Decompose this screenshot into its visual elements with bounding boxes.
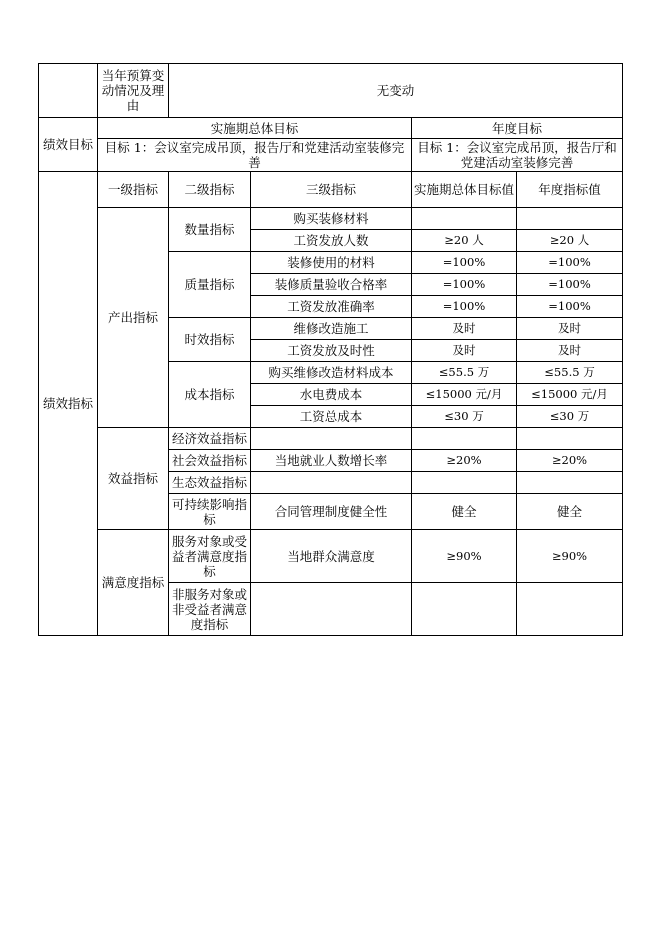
overall-value: ≤55.5 万 (412, 362, 517, 384)
blank-cell (39, 64, 98, 118)
overall-value (412, 583, 517, 636)
quantity-label: 数量指标 (169, 208, 251, 252)
annual-value: 健全 (517, 494, 623, 530)
annual-value: 及时 (517, 318, 623, 340)
overall-value: ≤30 万 (412, 406, 517, 428)
level2-label: 社会效益指标 (169, 450, 251, 472)
indicator-name: 当地群众满意度 (251, 530, 412, 583)
annual-value: ≤55.5 万 (517, 362, 623, 384)
goals-overall-header: 实施期总体目标 (98, 118, 412, 139)
indicator-name: 水电费成本 (251, 384, 412, 406)
indicator-name: 工资发放人数 (251, 230, 412, 252)
goals-label: 绩效目标 (39, 118, 98, 172)
indicator-name: 购买维修改造材料成本 (251, 362, 412, 384)
level2-label: 生态效益指标 (169, 472, 251, 494)
indicator-name: 合同管理制度健全性 (251, 494, 412, 530)
indicator-name: 维修改造施工 (251, 318, 412, 340)
indicator-name: 工资总成本 (251, 406, 412, 428)
header-overall-value: 实施期总体目标值 (412, 172, 517, 208)
overall-value (412, 428, 517, 450)
annual-value: =100% (517, 274, 623, 296)
overall-value: 及时 (412, 340, 517, 362)
indicator-name: 当地就业人数增长率 (251, 450, 412, 472)
indicator-name: 装修质量验收合格率 (251, 274, 412, 296)
indicator-name (251, 428, 412, 450)
indicator-name: 工资发放及时性 (251, 340, 412, 362)
annual-value: ≥20% (517, 450, 623, 472)
annual-value: ≤30 万 (517, 406, 623, 428)
annual-value: =100% (517, 296, 623, 318)
goals-overall-text: 目标 1：会议室完成吊顶，报告厅和党建活动室装修完善 (98, 139, 412, 172)
overall-value: =100% (412, 274, 517, 296)
overall-value: ≥20 人 (412, 230, 517, 252)
satisfaction-label: 满意度指标 (98, 530, 169, 636)
indicator-name: 装修使用的材料 (251, 252, 412, 274)
timeliness-label: 时效指标 (169, 318, 251, 362)
overall-value: 健全 (412, 494, 517, 530)
budget-change-label: 当年预算变动情况及理由 (98, 64, 169, 118)
annual-value: 及时 (517, 340, 623, 362)
overall-value: ≥90% (412, 530, 517, 583)
annual-value (517, 428, 623, 450)
table-row (39, 428, 623, 450)
table-row (39, 208, 623, 230)
indicator-name (251, 472, 412, 494)
level2-label: 非服务对象或非受益者满意度指标 (169, 583, 251, 636)
indicator-name (251, 583, 412, 636)
table-row (39, 530, 623, 583)
annual-value: =100% (517, 252, 623, 274)
annual-value: ≥20 人 (517, 230, 623, 252)
header-annual-value: 年度指标值 (517, 172, 623, 208)
annual-value (517, 472, 623, 494)
level2-label: 服务对象或受益者满意度指标 (169, 530, 251, 583)
overall-value: 及时 (412, 318, 517, 340)
goals-text-row (39, 139, 623, 172)
annual-value: ≥90% (517, 530, 623, 583)
overall-value (412, 472, 517, 494)
indicator-name: 购买装修材料 (251, 208, 412, 230)
indicator-header-row (39, 172, 623, 208)
header-level1: 一级指标 (98, 172, 169, 208)
level2-label: 经济效益指标 (169, 428, 251, 450)
indicators-label: 绩效指标 (39, 172, 98, 636)
level2-label: 可持续影响指标 (169, 494, 251, 530)
quality-label: 质量指标 (169, 252, 251, 318)
overall-value: ≥20% (412, 450, 517, 472)
annual-value (517, 208, 623, 230)
overall-value: =100% (412, 296, 517, 318)
budget-change-value: 无变动 (169, 64, 623, 118)
budget-change-row (39, 64, 623, 118)
goals-annual-header: 年度目标 (412, 118, 623, 139)
goals-header-row (39, 118, 623, 139)
annual-value: ≤15000 元/月 (517, 384, 623, 406)
header-level2: 二级指标 (169, 172, 251, 208)
overall-value (412, 208, 517, 230)
overall-value: =100% (412, 252, 517, 274)
indicator-name: 工资发放准确率 (251, 296, 412, 318)
header-level3: 三级指标 (251, 172, 412, 208)
benefit-label: 效益指标 (98, 428, 169, 530)
annual-value (517, 583, 623, 636)
goals-annual-text: 目标 1：会议室完成吊顶，报告厅和党建活动室装修完善 (412, 139, 623, 172)
overall-value: ≤15000 元/月 (412, 384, 517, 406)
performance-table (38, 63, 623, 636)
cost-label: 成本指标 (169, 362, 251, 428)
output-label: 产出指标 (98, 208, 169, 428)
